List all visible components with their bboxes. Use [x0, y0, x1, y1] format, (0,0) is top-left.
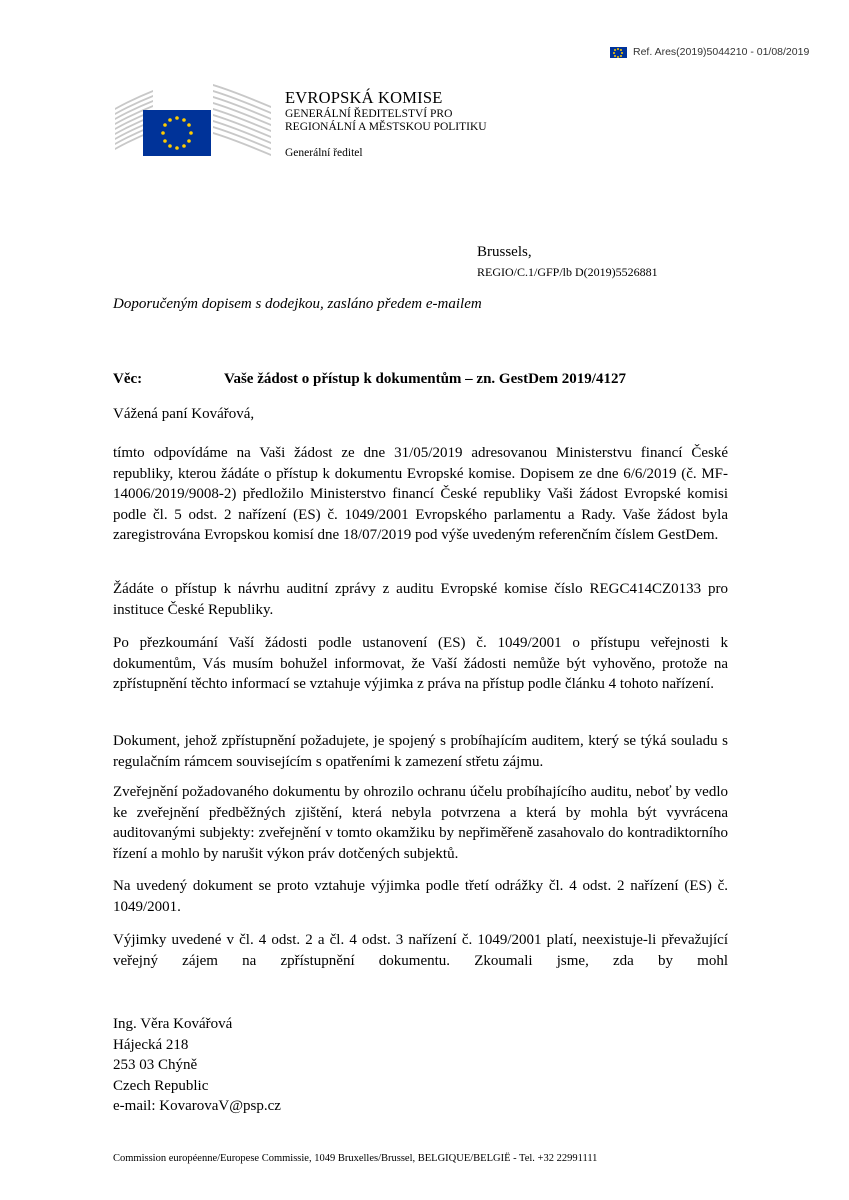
eu-flag-mini-icon: [610, 47, 627, 58]
paragraph-5: Zveřejnění požadovaného dokumentu by ohrozilo ochranu účelu probíhajícího auditu, neboť by vedlo ke zveřejnění předběžných zjištění, která nebyla potvrzena a která by mohla být vyvrácena auditovanými subjekty: zveřejnění v tomto okamžiku by nepřiměřeně zasahovalo do kontradiktorního řízení a mohlo by narušit výkon práv dotčených subjektů.: [113, 784, 728, 862]
dg-line-2: REGIONÁLNÍ A MĚSTSKOU POLITIKU: [285, 121, 487, 133]
dg-name: [285, 108, 487, 134]
subject-text: Vaše žádost o přístup k dokumentům – zn. GestDem 2019/4127: [224, 371, 626, 387]
delivery-note: Doporučeným dopisem s dodejkou, zasláno předem e-mailem: [113, 296, 482, 312]
paragraph-6: Na uvedený dokument se proto vztahuje výjimka podle třetí odrážky čl. 4 odst. 2 nařízení (ES) č. 1049/2001.: [113, 878, 728, 915]
page-footer: Commission européenne/Europese Commissie, 1049 Bruxelles/Brussel, BELGIQUE/BELGIË - Tel. +32 22991111: [113, 1153, 598, 1164]
salutation: Vážená paní Kovářová,: [113, 406, 255, 422]
org-name: EVROPSKÁ KOMISE: [285, 88, 443, 107]
paragraph-1: tímto odpovídáme na Vaši žádost ze dne 31/05/2019 adresovanou Ministerstvu financí České republiky, kterou žádáte o přístup k dokumentu Evropské komise. Dopisem ze dne 6/6/2019 (č. MF-14006/2019/9008-2) předložilo Ministerstvo financí České republiky Vaši žádost Evropské komisi podle čl. 5 odst. 2 nařízení (ES) č. 1049/2001 Evropského parlamentu a Rady. Vaše žádost byla zaregistrována Evropskou komisí dne 18/07/2019 pod výše uvedeným referenčním číslem GestDem.: [113, 445, 728, 543]
ares-reference-stamp: [610, 46, 809, 58]
place-line: Brussels,: [477, 244, 532, 260]
dg-line-1: GENERÁLNÍ ŘEDITELSTVÍ PRO: [285, 108, 453, 120]
paragraph-3: Po přezkoumání Vaší žádosti podle ustanovení (ES) č. 1049/2001 o přístupu veřejnosti k dokumentům, Vás musím bohužel informovat, že Vaší žádosti nemůže být vyhověno, protože na zpřístupnění těchto informací se vztahuje výjimka z práva na přístup podle článku 4 tohoto nařízení.: [113, 635, 728, 692]
recipient-email: e-mail: KovarovaV@psp.cz: [113, 1098, 281, 1114]
paragraph-2: Žádáte o přístup k návrhu auditní zprávy z auditu Evropské komise číslo REGC414CZ0133 pro instituce České Republiky.: [113, 581, 728, 618]
ares-reference-text: Ref. Ares(2019)5044210 - 01/08/2019: [633, 46, 810, 58]
paragraph-4: Dokument, jehož zpřístupnění požadujete, je spojený s probíhajícím auditem, který se týká souladu s regulačním rámcem souvisejícím s opatřeními k zamezení střetu zájmu.: [113, 733, 728, 770]
recipient-name: Ing. Věra Kovářová: [113, 1016, 233, 1032]
recipient-country: Czech Republic: [113, 1077, 209, 1094]
recipient-address: [113, 1014, 281, 1117]
subject-label: Věc:: [113, 371, 143, 387]
european-commission-logo-icon: [113, 76, 273, 160]
document-reference: REGIO/C.1/GFP/lb D(2019)5526881: [477, 265, 658, 279]
recipient-city: 253 03 Chýně: [113, 1057, 198, 1073]
recipient-street: Hájecká 218: [113, 1036, 189, 1053]
director-title: Generální ředitel: [285, 147, 363, 159]
paragraph-7: Výjimky uvedené v čl. 4 odst. 2 a čl. 4 odst. 3 nařízení č. 1049/2001 platí, neexistuje-li převažující veřejný zájem na zpřístupnění dokumentu. Zkoumali jsme, zda by mohl: [113, 932, 728, 969]
